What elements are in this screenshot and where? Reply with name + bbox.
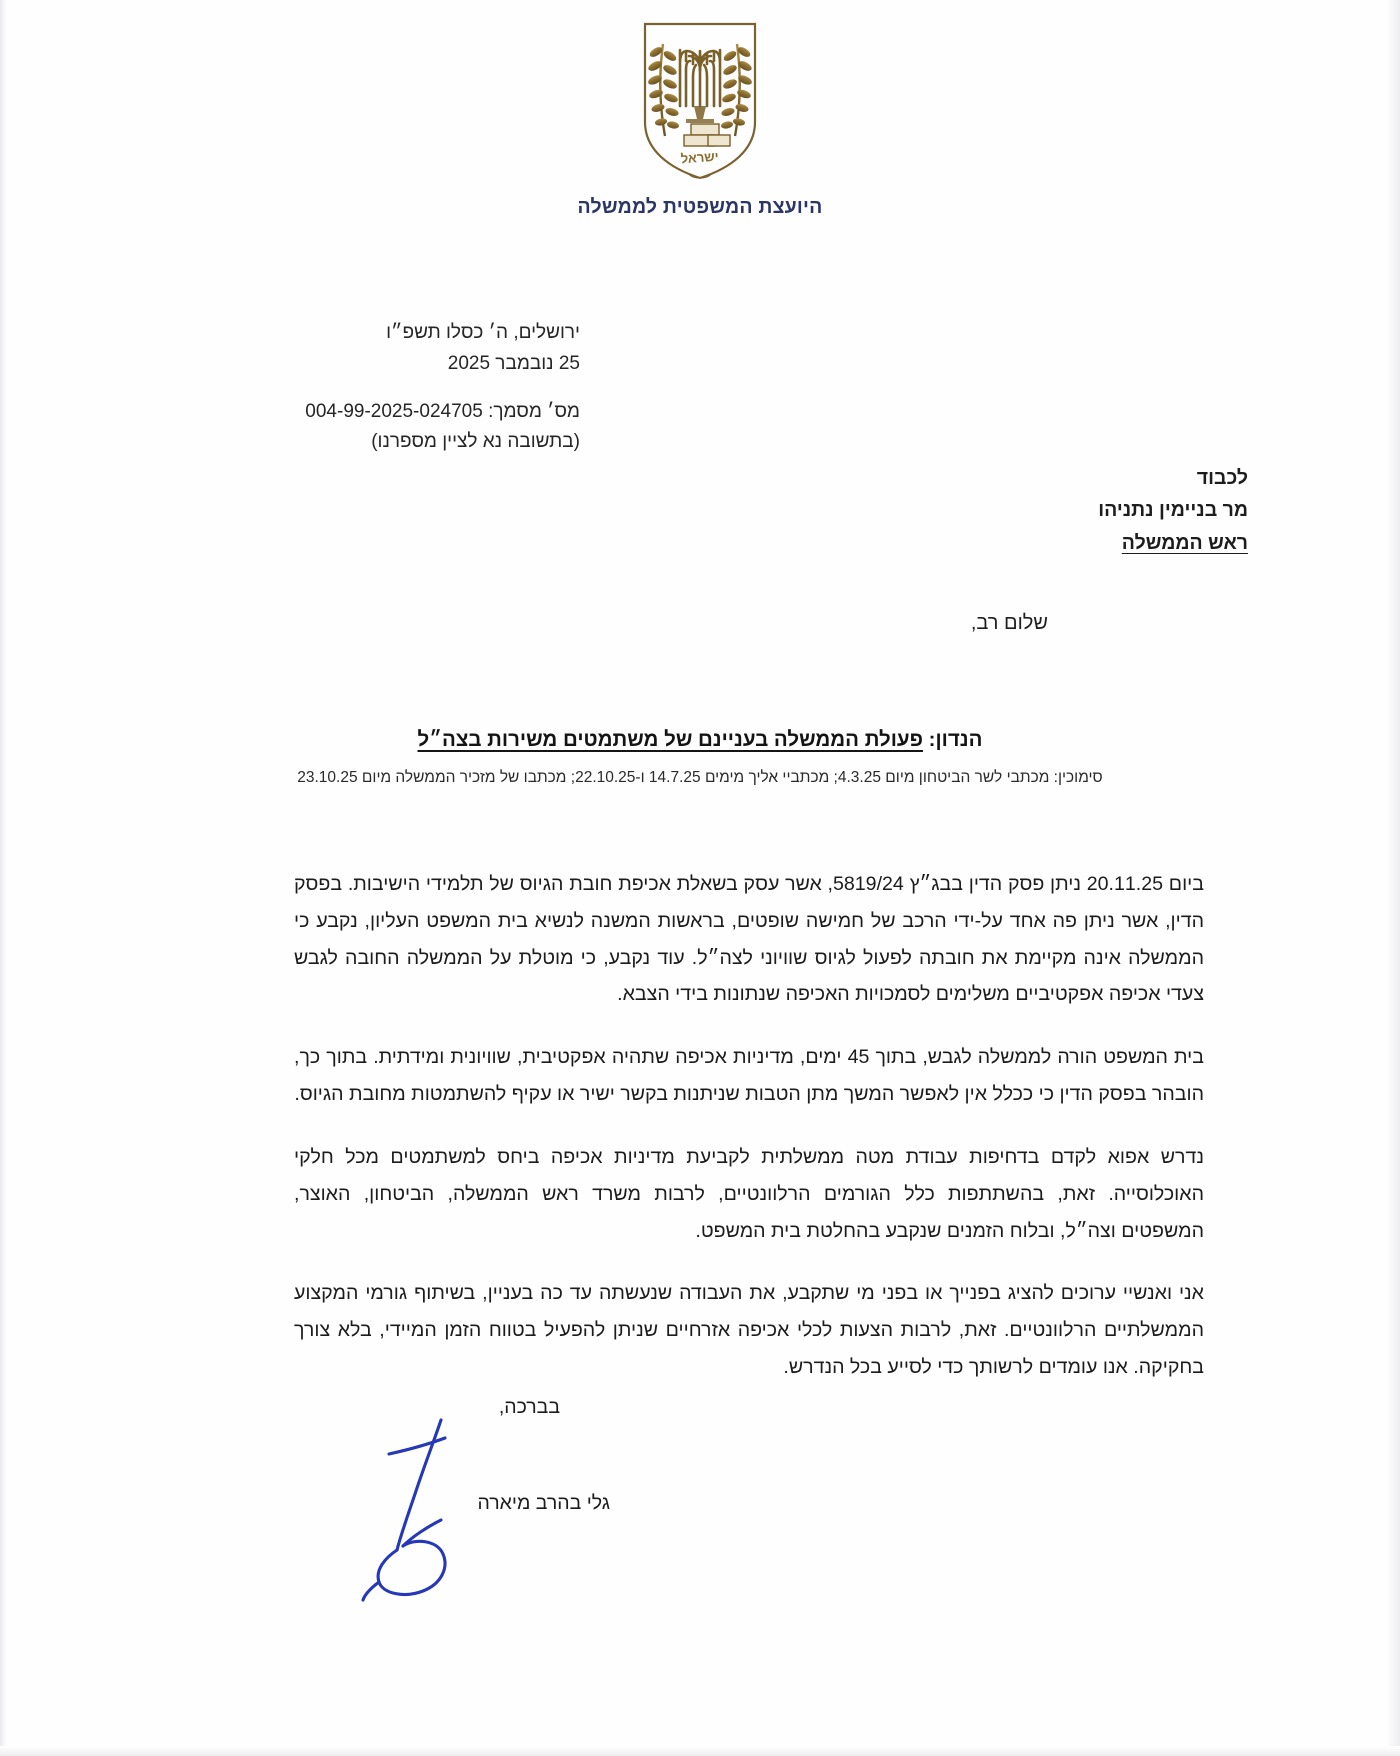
- references-line: סימוכין: מכתבי לשר הביטחון מיום 4.3.25; מכתביי אליך מימים 14.7.25 ו-22.10.25; מכתבו של מזכיר הממשלה מיום 23.10.25: [297, 769, 1103, 786]
- scan-edge-bottom: [0, 1746, 1400, 1756]
- subject-line: [0, 728, 1400, 752]
- signer-name: גלי בהרב מיארה: [477, 1492, 610, 1514]
- body-paragraph: נדרש אפוא לקדם בדחיפות עבודת מטה ממשלתית לקביעת מדיניות אכיפה ביחס למשתמטים מכל חלקי האוכלוסייה. זאת, בהשתתפות כלל הגורמים הרלוונטיים, לרבות משרד ראש הממשלה, הביטחון, האוצר, המשפטים וצה״ל, ובלוח הזמנים שנקבע בהחלטת בית המשפט.: [294, 1145, 1204, 1242]
- greeting-line: שלום רב,: [970, 612, 1048, 634]
- scan-edge-left: [0, 0, 7, 1756]
- document-number-value: 004-99-2025-024705: [305, 400, 483, 422]
- body-paragraph: ביום 20.11.25 ניתן פסק הדין בבג״ץ 5819/24, אשר עסק בשאלת אכיפת חובת הגיוס של תלמידי הישיבות. בפסק הדין, אשר ניתן פה אחד על-ידי הרכב של חמישה שופטים, בראשות המשנה לנשיא בית המשפט העליון, נקבע כי הממשלה אינה מקיימת את חובתה לפעול לגיוס שוויוני לצה״ל. עוד נקבע, כי מוטלת על הממשלה החובה לגבש צעדי אכיפה אפקטיביים משלימים לסמכויות האכיפה שנתונות בידי הצבא.: [294, 873, 1204, 1006]
- addressee-name: מר בניימין נתניהו: [1098, 499, 1248, 522]
- organization-title: היועצת המשפטית לממשלה: [577, 196, 823, 218]
- document-number-line: [160, 397, 580, 428]
- gregorian-date: 25 נובמבר 2025: [447, 352, 580, 374]
- reply-note: (בתשובה נא לציין מספרנו): [371, 431, 580, 453]
- letter-meta-block: [160, 318, 580, 458]
- scan-edge-right: [1386, 0, 1400, 1756]
- body-paragraph: בית המשפט הורה לממשלה לגבש, בתוך 45 ימים, מדיניות אכיפה שתהיה אפקטיבית, שוויונית ומידתית. בתוך כך, הובהר בפסק הדין כי ככלל אין לאפשר המשך מתן הטבות שניתנות בקשר ישיר או עקיף להשתמטות מחובת הגיוס.: [294, 1046, 1204, 1106]
- svg-text:ישראל: ישראל: [680, 148, 720, 167]
- letter-body: [294, 866, 1204, 1386]
- subject-value: פעולת הממשלה בעניינם של משתמטים משירות בצה״ל: [417, 728, 923, 751]
- document-number-label: מס׳ מסמך:: [488, 400, 580, 422]
- addressee-role: ראש הממשלה: [1121, 531, 1248, 554]
- body-paragraph: אני ואנשיי ערוכים להציג בפנייך או בפני מי שתקבע, את העבודה שנעשתה עד כה בעניין, בשיתוף גורמי המקצוע הממשלתיים הרלוונטיים. זאת, לרבות הצעות לכלי אכיפה אזרחיים שניתן להפעיל בטווח הזמן המיידי, בלא צורך בחקיקה. אנו עומדים לרשותך כדי לסייע בכל הנדרש.: [294, 1282, 1204, 1379]
- meta-spacer: [160, 380, 580, 397]
- addressee-block: [918, 462, 1248, 559]
- place-hebrew-date: ירושלים, ה׳ כסלו תשפ״ו: [386, 322, 580, 343]
- subject-label: הנדון:: [928, 728, 983, 751]
- state-emblem-of-israel-icon: [639, 18, 761, 183]
- closing-line: בברכה,: [498, 1396, 560, 1418]
- emblem-container: [0, 18, 1400, 183]
- addressee-salutation: לכבוד: [1196, 467, 1248, 489]
